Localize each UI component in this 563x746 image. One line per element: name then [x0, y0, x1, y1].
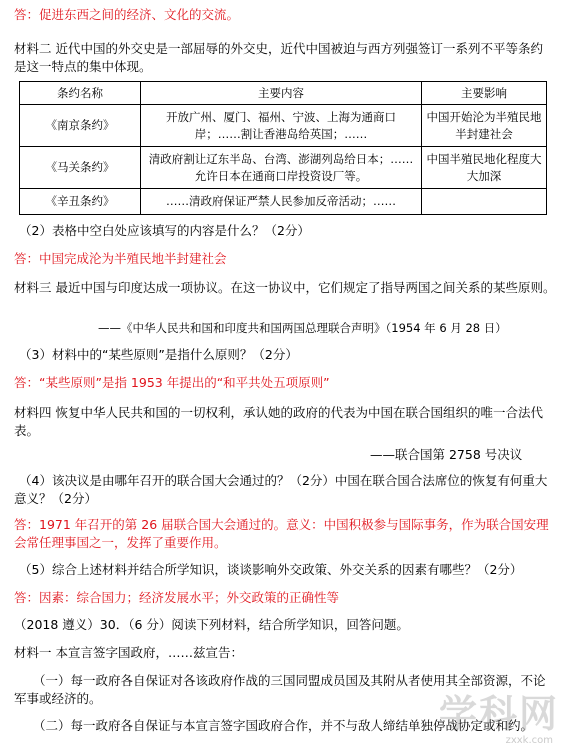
- answer-4-line-1: 答：1971 年召开的第 26 届联合国大会通过的。意义：中国积极参与国际事务，作为联合国安理: [14, 517, 549, 532]
- question-4-line-1: （4）该决议是由哪年召开的联合国大会通过的？（2分）中国在联合国合法席位的恢复有何重大: [19, 473, 548, 488]
- material-3: 材料三 最近中国与印度达成一项协议。在这一协议中，它们规定了指导两国之间关系的某些原则。: [14, 280, 556, 295]
- material-3-source: ——《中华人民共和国和印度共和国两国总理联合声明》（1954 年 6 月 28 日）: [98, 321, 507, 335]
- declaration-item-2: （二）每一政府各自保证与本宣言签字国政府合作，并不与敌人缔结单独停战协定或和约。: [33, 718, 534, 733]
- table-row: [20, 105, 547, 147]
- watermark-url: zxxk.com: [505, 735, 553, 746]
- treaty-impact: 中国半殖民地化程度大大加深: [422, 147, 547, 189]
- declaration-item-1-line-1: （一）每一政府各自保证对各该政府作战的三国同盟成员国及其附从者使用其全部资源，不论: [33, 673, 546, 688]
- material-1-heading: 材料一 本宣言签字国政府，……兹宣告：: [14, 645, 243, 660]
- question-2: （2）表格中空白处应该填写的内容是什么？（2分）: [19, 223, 310, 238]
- material-2-line-1: 材料二 近代中国的外交史是一部屈辱的外交史，近代中国被迫与西方列强签订一系列不平等条约: [14, 41, 543, 56]
- header-main-impact: 主要影响: [422, 82, 547, 105]
- declaration-item-1-line-2: 军事或经济的。: [14, 691, 102, 706]
- question-30-heading: （2018 遵义）30．（6 分）阅读下列材料，结合所学知识，回答问题。: [14, 617, 409, 632]
- watermark-logo: 学科网: [438, 692, 559, 736]
- answer-1: 答：促进东西之间的经济、文化的交流。: [14, 7, 240, 22]
- treaty-name: 《马关条约》: [20, 147, 141, 189]
- answer-2: 答：中国完成沦为半殖民地半封建社会: [14, 251, 227, 266]
- treaty-impact-blank: [422, 189, 547, 215]
- treaty-content: 清政府割让辽东半岛、台湾、澎湖列岛给日本；……允许日本在通商口岸投资设厂等。: [141, 147, 422, 189]
- question-4-line-2: 意义？（2分）: [14, 491, 97, 506]
- treaty-content: 开放广州、厦门、福州、宁波、上海为通商口岸；……割让香港岛给英国；……: [141, 105, 422, 147]
- treaty-impact: 中国开始沦为半殖民地半封建社会: [422, 105, 547, 147]
- treaty-content: ……清政府保证严禁人民参加反帝活动；……: [141, 189, 422, 215]
- treaty-name: 《辛丑条约》: [20, 189, 141, 215]
- material-4-line-1: 材料四 恢复中华人民共和国的一切权利，承认她的政府的代表为中国在联合国组织的唯一合法代: [14, 405, 543, 420]
- answer-5: 答：因素：综合国力；经济发展水平；外交政策的正确性等: [14, 590, 340, 605]
- treaty-name: 《南京条约》: [20, 105, 141, 147]
- answer-4-line-2: 会常任理事国之一，发挥了重要作用。: [14, 535, 227, 550]
- treaty-table: [19, 81, 547, 215]
- material-2-line-2: 是这一特点的集中体现。: [14, 59, 152, 74]
- header-main-content: 主要内容: [141, 82, 422, 105]
- answer-3: 答：“某些原则”是指 1953 年提出的“和平共处五项原则”: [14, 375, 330, 390]
- material-4-line-2: 表。: [14, 423, 40, 438]
- question-3: （3）材料中的“某些原则”是指什么原则？（2分）: [19, 347, 298, 362]
- table-header-row: [20, 82, 547, 105]
- header-treaty-name: 条约名称: [20, 82, 141, 105]
- table-row: [20, 147, 547, 189]
- material-4-source: ——联合国第 2758 号决议: [370, 447, 523, 462]
- table-row: [20, 189, 547, 215]
- question-5: （5）综合上述材料并结合所学知识，谈谈影响外交政策、外交关系的因素有哪些？（2分）: [19, 562, 523, 577]
